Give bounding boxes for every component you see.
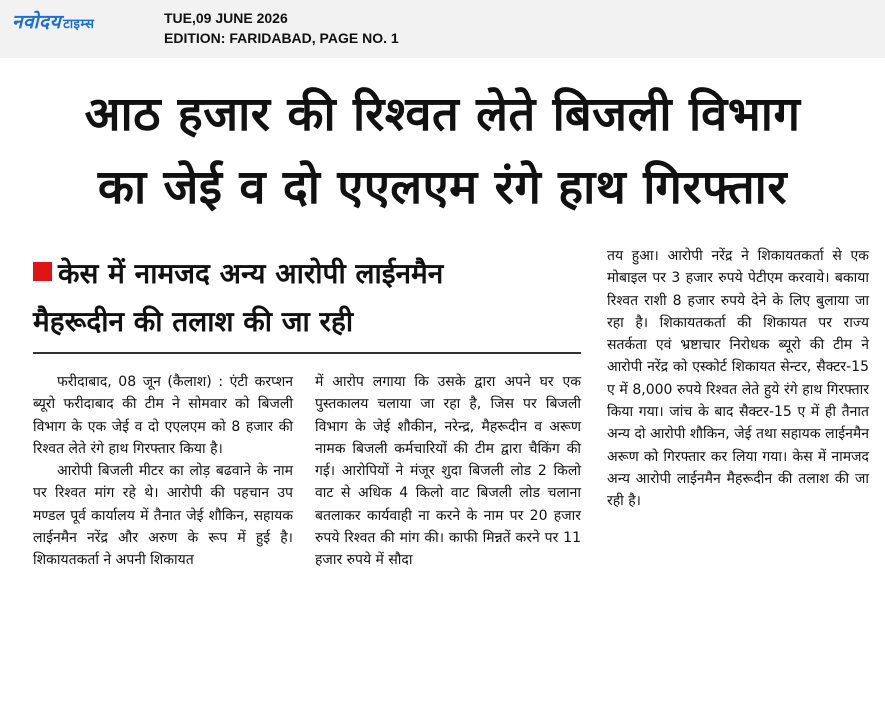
red-square-bullet-icon [33, 262, 52, 281]
logo-main-text: नवोदय [12, 11, 62, 33]
column-1-paragraph-2: आरोपी बिजली मीटर का लोड़ बढवाने के नाम पर रिश्वत मांग रहे थे। आरोपी की पहचान उप मण्डल पूर्व कार्यालय में तैनात जेई शौकिन, सहायक लाईनमैन नरेंद्र और अरुण के रूप में हुई है।शिकायतकर्ता ने अपनी शिकायत [33, 463, 293, 569]
masthead-bar [0, 0, 885, 58]
edition-page: EDITION: FARIDABAD, PAGE NO. 1 [164, 30, 399, 46]
article-column-3 [607, 245, 869, 513]
article-subheadline [33, 250, 588, 346]
newspaper-logo [12, 8, 94, 34]
column-1-paragraph-1: फरीदाबाद, 08 जून (कैलाश) : एंटी करप्शन ब्यूरो फरीदाबाद की टीम ने सोमवार को बिजली विभाग के एक जेई व दो एएलएम को 8 हजार की रिश्वत लेते रंगे हाथ गिरफ्तार किया है। [33, 374, 293, 457]
headline-line-2: का जेई व दो एएलएम रंगे हाथ गिरफ्तार [97, 160, 788, 215]
column-2-paragraph-1: में आरोप लगाया कि उसके द्वारा अपने घर एक पुस्तकालय चलाया जा रहा है, जिस पर बिजली विभाग के जेई शौकीन, नरेन्द्र, मैहरूदीन व अरूण नामक बिजली कर्मचारियों की टीम द्वारा चैकिंग की गई। आरोपियों ने मंजूर शुदा बिजली लोड 2 किलो वाट से अधिक 4 किलो वाट बिजली लोड चलाना बतलाकर कार्यवाही ना करने के नाम पर 20 हजार रुपये रिश्वत की मांग की। काफी मिन्नतें करने पर 11 हजार रुपये में सौदा [315, 374, 581, 569]
column-3-paragraph-1: तय हुआ। आरोपी नरेंद्र ने शिकायतकर्ता से एक मोबाइल पर 3 हजार रुपये पेटीएम करवाये। बकाया रिश्वत राशी 8 हजार रुपये देने के लिए बुलाया जा रहा है। शिकायतकर्ता की शिकायत पर राज्य सतर्कता एवं भ्रष्टाचार निरोधक ब्यूरो की टीम ने आरोपी नरेंद्र को एस्कोर्ट शिकायत सेन्टर, सैक्टर-15 ए में 8,000 रुपये रिश्वत लेते हुये रंगे हाथ गिरफ्तार किया गया। जांच के बाद सैक्टर-15 ए में ही तैनात अन्य दो आरोपी शौकिन, जेई तथा सहायक लाईनमैन अरूण को गिरफ्तार कर लिया गया। केस में नामजद अन्य आरोपी लाईनमैन मैहरूदीन की तलाश की जा रही है। [607, 248, 869, 510]
logo-sub-text: टाइम्स [63, 17, 95, 32]
subheadline-line-2: मैहरूदीन की तलाश की जा रही [33, 305, 354, 338]
article-column-2 [315, 371, 581, 572]
publication-date: TUE,09 JUNE 2026 [164, 10, 288, 26]
subheadline-divider [33, 352, 581, 354]
article-headline [0, 78, 885, 224]
subheadline-line-1: केस में नामजद अन्य आरोपी लाईनमैन [58, 257, 444, 290]
edition-info [164, 8, 399, 48]
headline-line-1: आठ हजार की रिश्वत लेते बिजली विभाग [84, 87, 801, 142]
article-column-1 [33, 371, 293, 572]
